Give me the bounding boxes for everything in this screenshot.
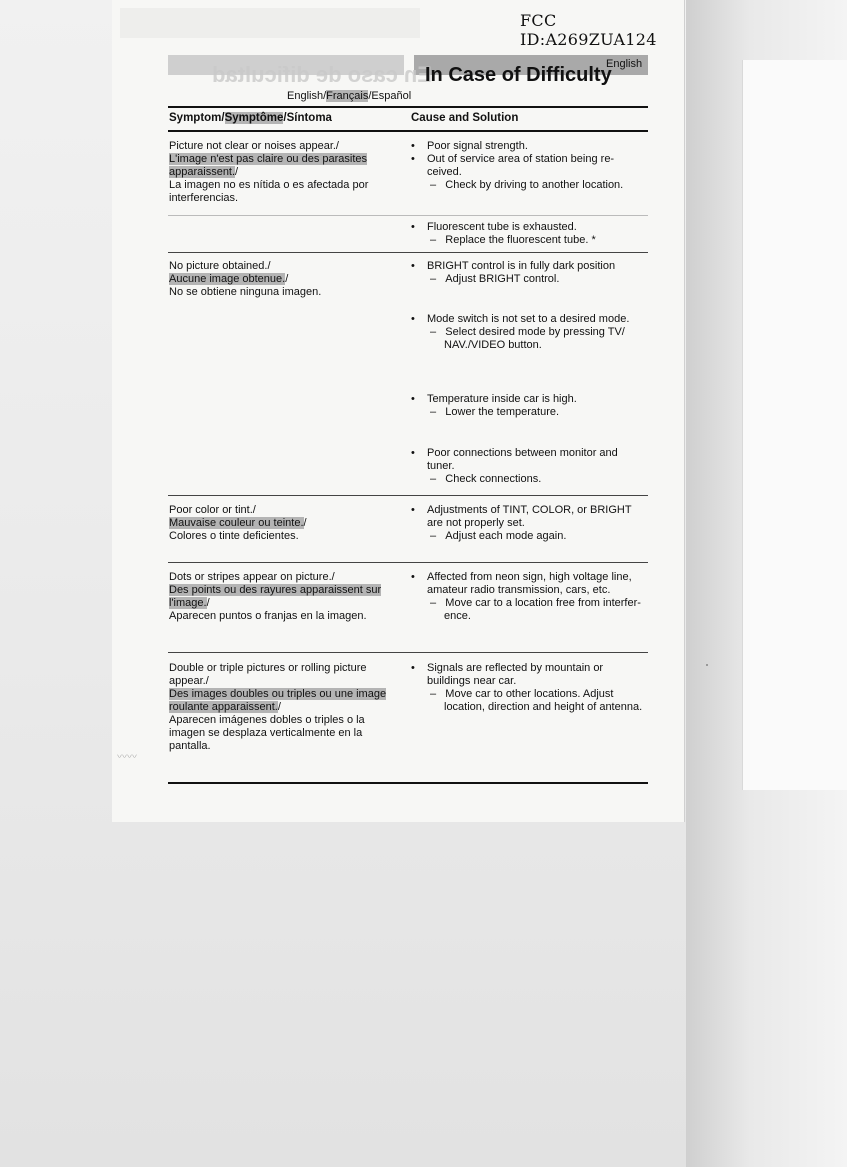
row-divider [168,652,648,653]
solution-line: – Check connections. [430,473,542,485]
margin-scribble: 〰〰 [117,752,137,763]
solution-line: – Move car to a location free from interfer- [430,597,641,609]
row-divider [168,562,648,563]
symptom-row-3: Poor color or tint./ Mauvaise couleur ou teinte./ Colores o tinte deficientes. [169,504,307,542]
bleed-through-area [120,8,420,38]
symptom-row-4: Dots or stripes appear on picture./ Des points ou des rayures apparaissent sur l'image./ Aparecen puntos o franjas en la imagen. [169,571,382,622]
solution-line: – Move car to other locations. Adjust [430,688,614,700]
language-french: Français [326,90,369,102]
solution-line: – Adjust each mode again. [430,530,567,542]
solution-line: – Lower the temperature. [430,406,560,418]
manual-page [112,0,684,822]
cause-item: • Poor signal strength. [411,140,528,152]
language-spanish: /Español [368,90,412,102]
header-rule-bottom [168,130,648,132]
solution-line: – Select desired mode by pressing TV/ [430,326,625,338]
cause-item: • Fluorescent tube is exhausted. – Replace the fluorescent tube. * [411,221,651,247]
cause-item: • Temperature inside car is high. – Lower the temperature. [411,393,651,419]
cause-column-header: Cause and Solution [411,112,519,124]
language-tag: English [606,58,643,70]
symptom-row-2: No picture obtained./ Aucune image obtenue./ No se obtiene ninguna imagen. [169,260,322,298]
symptom-row-1: Picture not clear or noises appear./ L'image n'est pas claire ou des parasites apparaissent./ La imagen no es nítida o es afectada por interferencias. [169,140,369,204]
cause-item: • Mode switch is not set to a desired mode. – Select desired mode by pressing TV/ NAV./VIDEO button. [411,313,651,352]
symptom-row-5: Double or triple pictures or rolling picture appear./ Des images doubles ou triples ou une image roulante apparaissent./ Aparecen imágenes dobles o triples o la imagen se desplaza verticalmente en la pantalla. [169,662,387,752]
fcc-id: FCC ID:A269ZUA124 [520,11,657,49]
solution-line: – Adjust BRIGHT control. [430,273,560,285]
table-bottom-rule [168,782,648,784]
symptom-column-header: Symptom/Symptôme/Síntoma [169,112,332,124]
language-line [287,90,411,102]
cause-item: • Poor connections between monitor and tuner. – Check connections. [411,447,651,486]
row-divider [168,495,648,496]
cause-item: • BRIGHT control is in fully dark position – Adjust BRIGHT control. [411,260,651,286]
cause-item: • Adjustments of TINT, COLOR, or BRIGHT are not properly set. – Adjust each mode again. [411,504,651,543]
language-english: English/ [287,90,327,102]
header-rule-top [168,106,648,108]
solution-line: – Replace the fluorescent tube. * [430,234,596,246]
cause-item: • Out of service area of station being re- ceived. – Check by driving to another location. [411,153,651,192]
solution-line: – Check by driving to another location. [430,179,624,191]
bleed-through-title: En caso de dificultad [212,62,433,87]
faint-rule [168,215,648,216]
row-divider [168,252,648,253]
page-title: In Case of Difficulty [425,64,612,86]
bleed-through-page-number [132,760,156,806]
adjacent-page [742,60,847,790]
scan-speck [706,664,708,666]
cause-item: • Signals are reflected by mountain or buildings near car. – Move car to other locations. Adjust location, direction and height of antenna. [411,662,651,714]
cause-item: • Affected from neon sign, high voltage line, amateur radio transmission, cars, etc. – Move car to a location free from interfer- ence. [411,571,651,623]
